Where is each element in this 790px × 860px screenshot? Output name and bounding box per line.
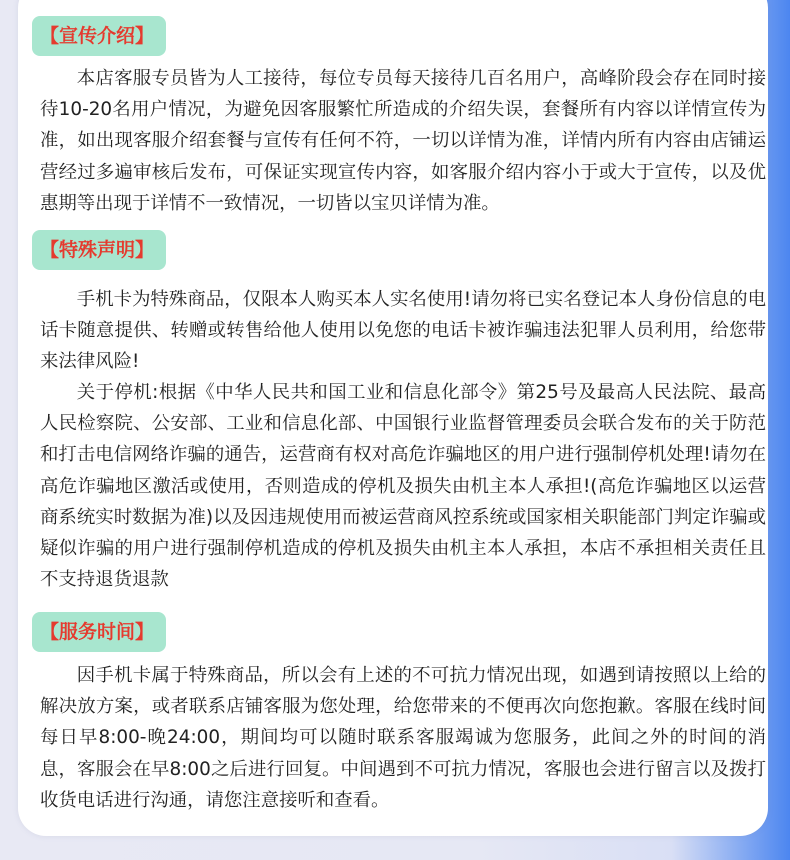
- section-special-paragraph-2: 关于停机:根据《中华人民共和国工业和信息化部令》第25号及最高人民法院、最高人民检察院、公安部、工业和信息化部、中国银行业监督管理委员会联合发布的关于防范和打击电信网络诈骗的通告，运营商有权对高危诈骗地区的用户进行强制停机处理!请勿在高危诈骗地区激活或使用，否则造成的停机及损失由机主本人承担!(高危诈骗地区以运营商系统实时数据为准)以及因违规使用而被运营商风控系统或国家相关职能部门判定诈骗或疑似诈骗的用户进行强制停机造成的停机及损失由机主本人承担，本店不承担相关责任且不支持退货退款: [40, 382, 766, 591]
- section-title-promotion: 【宣传介绍】: [32, 16, 166, 56]
- section-service-paragraph: 因手机卡属于特殊商品，所以会有上述的不可抗力情况出现，如遇到请按照以上给的解决放方案，或者联系店铺客服为您处理，给您带来的不便再次向您抱歉。客服在线时间每日早8:00-晚24:00，期间均可以随时联系客服竭诚为您服务，此间之外的时间的消息，客服会在早8:00之后进行回复。中间遇到不可抗力情况，客服也会进行留言以及拨打收货电话进行沟通，请您注意接听和查看。: [40, 665, 766, 811]
- section-title-service-hours: 【服务时间】: [32, 612, 166, 652]
- section-title-special-statement: 【特殊声明】: [32, 230, 166, 270]
- section-special-paragraph-1: 手机卡为特殊商品，仅限本人购买本人实名使用!请勿将已实名登记本人身份信息的电话卡随意提供、转赠或转售给他人使用以免您的电话卡被诈骗违法犯罪人员利用，给您带来法律风险!: [40, 289, 766, 373]
- section-promotion-paragraph: 本店客服专员皆为人工接待，每位专员每天接待几百名用户，高峰阶段会存在同时接待10-20名用户情况，为避免因客服繁忙所造成的介绍失误，套餐所有内容以详情宣传为准，如出现客服介绍套餐与宣传有任何不符，一切以详情为准，详情内所有内容由店铺运营经过多遍审核后发布，可保证实现宣传内容，如客服介绍内容小于或大于宣传，以及优惠期等出现于详情不一致情况，一切皆以宝贝详情为准。: [40, 68, 766, 214]
- content-card: [18, 0, 768, 836]
